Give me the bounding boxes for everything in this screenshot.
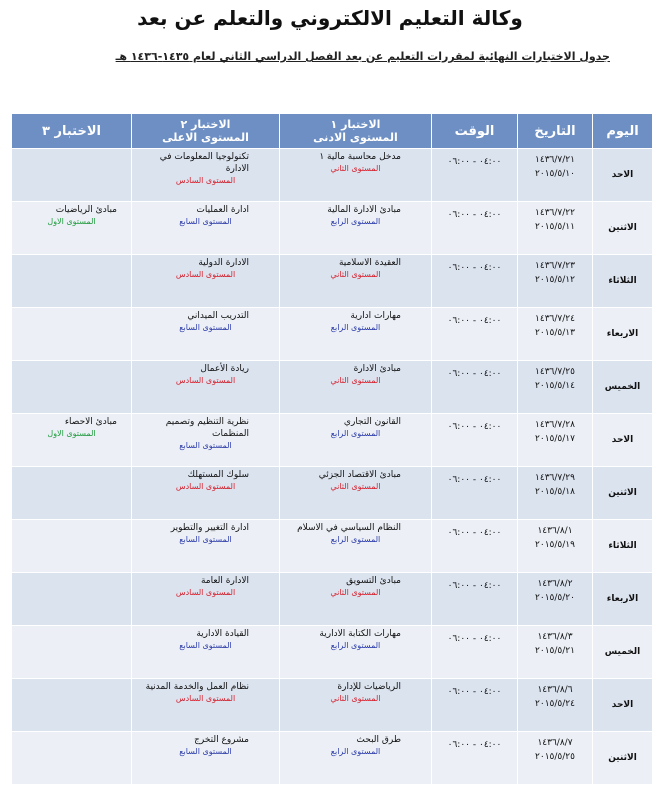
exam2-cell xyxy=(132,679,280,732)
exam2-course: التدريب الميداني xyxy=(187,311,249,321)
table-row xyxy=(12,202,653,255)
hijri-date: ١٤٣٦/٧/٢٢ xyxy=(535,208,575,218)
exam2-course: القيادة الادارية xyxy=(196,629,249,639)
exam1-course: مبادئ الادارة المالية xyxy=(327,205,401,215)
exam3-cell xyxy=(12,520,132,573)
date-cell xyxy=(518,255,593,308)
hijri-date: ١٤٣٦/٨/٢ xyxy=(537,579,573,589)
table-row xyxy=(12,626,653,679)
exam3-cell xyxy=(12,573,132,626)
date-cell xyxy=(518,308,593,361)
time-cell: ٠٤:٠٠ - ٠٦:٠٠ xyxy=(432,149,518,202)
exam2-level: المستوى السادس xyxy=(175,270,236,279)
exam2-level: المستوى السابع xyxy=(179,641,232,650)
gregorian-date: ٢٠١٥/٥/١٨ xyxy=(535,487,575,497)
gregorian-date: ٢٠١٥/٥/٢٤ xyxy=(535,699,575,709)
exam1-course: مبادئ الادارة xyxy=(353,364,401,374)
exam1-cell xyxy=(280,361,432,414)
exam1-course: مبادئ الاقتصاد الجزئي xyxy=(318,470,401,480)
exam2-cell xyxy=(132,626,280,679)
gregorian-date: ٢٠١٥/٥/١٩ xyxy=(535,540,575,550)
gregorian-date: ٢٠١٥/٥/١٢ xyxy=(535,275,575,285)
header-exam1-sub: المستوى الادنى xyxy=(313,131,398,144)
exam3-cell xyxy=(12,361,132,414)
exam2-cell xyxy=(132,308,280,361)
exam2-level: المستوى السابع xyxy=(179,441,232,450)
exam2-cell xyxy=(132,573,280,626)
exam1-cell xyxy=(280,732,432,785)
header-exam2-sub: المستوى الاعلى xyxy=(162,131,249,144)
exam2-course: تكنولوجيا المعلومات في الادارة xyxy=(159,152,249,174)
exam1-level: المستوى الثاني xyxy=(330,482,381,491)
exam2-cell xyxy=(132,202,280,255)
table-row xyxy=(12,732,653,785)
day-cell: الخميس xyxy=(593,361,653,414)
exam2-cell xyxy=(132,149,280,202)
exam2-cell xyxy=(132,414,280,467)
hijri-date: ١٤٣٦/٧/٢٩ xyxy=(535,473,575,483)
header-time: الوقت xyxy=(432,114,518,149)
time-cell: ٠٤:٠٠ - ٠٦:٠٠ xyxy=(432,361,518,414)
exam2-course: ريادة الأعمال xyxy=(200,364,249,374)
table-row xyxy=(12,149,653,202)
gregorian-date: ٢٠١٥/٥/٢١ xyxy=(535,646,575,656)
table-row xyxy=(12,679,653,732)
day-cell: الثلاثاء xyxy=(593,255,653,308)
exam1-cell xyxy=(280,255,432,308)
exam2-cell xyxy=(132,361,280,414)
header-exam2 xyxy=(132,114,280,149)
exam1-course: مهارات ادارية xyxy=(350,311,401,321)
exam-schedule-table xyxy=(11,113,653,785)
gregorian-date: ٢٠١٥/٥/١٣ xyxy=(535,328,575,338)
exam1-cell xyxy=(280,202,432,255)
time-cell: ٠٤:٠٠ - ٠٦:٠٠ xyxy=(432,679,518,732)
header-exam1-title: الاختبار ١ xyxy=(330,118,381,131)
exam1-cell xyxy=(280,520,432,573)
day-cell: الاثنين xyxy=(593,467,653,520)
exam1-level: المستوى الثاني xyxy=(330,694,381,703)
exam1-course: العقيدة الاسلامية xyxy=(338,258,401,268)
date-cell xyxy=(518,520,593,573)
exam2-cell xyxy=(132,255,280,308)
hijri-date: ١٤٣٦/٨/٦ xyxy=(537,685,573,695)
header-day: اليوم xyxy=(593,114,653,149)
exam2-level: المستوى السادس xyxy=(175,176,236,185)
exam2-course: ادارة العمليات xyxy=(196,205,249,215)
day-cell: الثلاثاء xyxy=(593,520,653,573)
exam1-cell xyxy=(280,414,432,467)
exam1-level: المستوى الرابع xyxy=(330,535,381,544)
hijri-date: ١٤٣٦/٧/٢٨ xyxy=(535,420,575,430)
hijri-date: ١٤٣٦/٧/٢٣ xyxy=(535,261,575,271)
exam1-cell xyxy=(280,626,432,679)
exam3-cell xyxy=(12,414,132,467)
exam2-cell xyxy=(132,732,280,785)
time-cell: ٠٤:٠٠ - ٠٦:٠٠ xyxy=(432,520,518,573)
date-cell xyxy=(518,573,593,626)
exam3-cell xyxy=(12,255,132,308)
date-cell xyxy=(518,467,593,520)
hijri-date: ١٤٣٦/٧/٢١ xyxy=(535,155,575,165)
exam1-cell xyxy=(280,149,432,202)
exam3-cell xyxy=(12,626,132,679)
exam2-level: المستوى السادس xyxy=(175,482,236,491)
page-title: وكالة التعليم الالكتروني والتعلم عن بعد xyxy=(137,6,523,30)
exam1-level: المستوى الرابع xyxy=(330,429,381,438)
exam2-level: المستوى السادس xyxy=(175,588,236,597)
time-cell: ٠٤:٠٠ - ٠٦:٠٠ xyxy=(432,255,518,308)
exam2-level: المستوى السادس xyxy=(175,694,236,703)
exam3-course: مبادئ الرياضيات xyxy=(55,205,117,215)
gregorian-date: ٢٠١٥/٥/٢٠ xyxy=(535,593,575,603)
hijri-date: ١٤٣٦/٧/٢٥ xyxy=(535,367,575,377)
exam3-cell xyxy=(12,732,132,785)
hijri-date: ١٤٣٦/٨/٣ xyxy=(537,632,573,642)
exam1-level: المستوى الرابع xyxy=(330,641,381,650)
time-cell: ٠٤:٠٠ - ٠٦:٠٠ xyxy=(432,467,518,520)
date-cell xyxy=(518,361,593,414)
exam3-cell xyxy=(12,679,132,732)
table-row xyxy=(12,573,653,626)
exam2-course: الادارة الدولية xyxy=(198,258,249,268)
exam2-course: نظام العمل والخدمة المدنية xyxy=(145,682,249,692)
day-cell: الاربعاء xyxy=(593,573,653,626)
exam1-level: المستوى الثاني xyxy=(330,164,381,173)
day-cell: الاحد xyxy=(593,679,653,732)
exam1-level: المستوى الرابع xyxy=(330,747,381,756)
date-cell xyxy=(518,202,593,255)
header-exam3: الاختبار ٣ xyxy=(12,114,132,149)
table-row xyxy=(12,308,653,361)
exam1-cell xyxy=(280,308,432,361)
exam1-level: المستوى الثاني xyxy=(330,376,381,385)
table-row xyxy=(12,361,653,414)
exam3-course: مبادئ الاحصاء xyxy=(64,417,117,427)
day-cell: الاثنين xyxy=(593,202,653,255)
day-cell: الاربعاء xyxy=(593,308,653,361)
time-cell: ٠٤:٠٠ - ٠٦:٠٠ xyxy=(432,202,518,255)
table-header-row xyxy=(12,114,653,149)
header-date: التاريخ xyxy=(518,114,593,149)
date-cell xyxy=(518,626,593,679)
exam2-cell xyxy=(132,467,280,520)
date-cell xyxy=(518,679,593,732)
exam3-cell xyxy=(12,149,132,202)
day-cell: الاثنين xyxy=(593,732,653,785)
time-cell: ٠٤:٠٠ - ٠٦:٠٠ xyxy=(432,308,518,361)
time-cell: ٠٤:٠٠ - ٠٦:٠٠ xyxy=(432,573,518,626)
exam1-cell xyxy=(280,573,432,626)
exam3-cell xyxy=(12,467,132,520)
day-cell: الاحد xyxy=(593,149,653,202)
exam1-course: طرق البحث xyxy=(356,735,401,745)
exam1-course: القانون التجاري xyxy=(343,417,401,427)
hijri-date: ١٤٣٦/٨/٧ xyxy=(537,738,573,748)
table-row xyxy=(12,520,653,573)
exam1-level: المستوى الرابع xyxy=(330,323,381,332)
gregorian-date: ٢٠١٥/٥/١١ xyxy=(535,222,575,232)
exam2-course: نظرية التنظيم وتصميم المنظمات xyxy=(165,417,249,439)
exam3-level: المستوى الاول xyxy=(47,217,96,226)
exam1-course: الرياضيات للإدارة xyxy=(337,682,401,692)
day-cell: الاحد xyxy=(593,414,653,467)
gregorian-date: ٢٠١٥/٥/٢٥ xyxy=(535,752,575,762)
exam2-cell xyxy=(132,520,280,573)
time-cell: ٠٤:٠٠ - ٠٦:٠٠ xyxy=(432,626,518,679)
exam2-course: سلوك المستهلك xyxy=(187,470,249,480)
exam2-course: ادارة التغيير والتطوير xyxy=(170,523,249,533)
table-row xyxy=(12,467,653,520)
exam1-course: مدخل محاسبة مالية ١ xyxy=(319,152,401,162)
table-row xyxy=(12,255,653,308)
exam3-level: المستوى الاول xyxy=(47,429,96,438)
exam2-level: المستوى السابع xyxy=(179,747,232,756)
date-cell xyxy=(518,149,593,202)
exam1-course: النظام السياسي في الاسلام xyxy=(297,523,401,533)
exam2-level: المستوى السادس xyxy=(175,376,236,385)
schedule-subtitle: جدول الاختبارات النهائية لمقررات التعليم عن بعد الفصل الدراسي الثاني لعام ١٤٣٥-١٤٣٦ هـ xyxy=(115,50,610,63)
hijri-date: ١٤٣٦/٨/١ xyxy=(537,526,573,536)
exam3-cell xyxy=(12,308,132,361)
exam1-cell xyxy=(280,679,432,732)
time-cell: ٠٤:٠٠ - ٠٦:٠٠ xyxy=(432,414,518,467)
date-cell xyxy=(518,732,593,785)
exam1-level: المستوى الرابع xyxy=(330,217,381,226)
hijri-date: ١٤٣٦/٧/٢٤ xyxy=(535,314,575,324)
exam2-level: المستوى السابع xyxy=(179,323,232,332)
table-row xyxy=(12,414,653,467)
header-exam2-title: الاختبار ٢ xyxy=(180,118,231,131)
exam1-level: المستوى الثاني xyxy=(330,588,381,597)
exam2-course: الادارة العامة xyxy=(200,576,249,586)
gregorian-date: ٢٠١٥/٥/١٧ xyxy=(535,434,575,444)
exam1-cell xyxy=(280,467,432,520)
exam2-course: مشروع التخرج xyxy=(194,735,249,745)
day-cell: الخميس xyxy=(593,626,653,679)
gregorian-date: ٢٠١٥/٥/١٤ xyxy=(535,381,575,391)
time-cell: ٠٤:٠٠ - ٠٦:٠٠ xyxy=(432,732,518,785)
exam1-course: مبادئ التسويق xyxy=(346,576,401,586)
gregorian-date: ٢٠١٥/٥/١٠ xyxy=(535,169,575,179)
date-cell xyxy=(518,414,593,467)
exam1-course: مهارات الكتابة الادارية xyxy=(319,629,401,639)
exam1-level: المستوى الثاني xyxy=(330,270,381,279)
exam2-level: المستوى السابع xyxy=(179,535,232,544)
header-exam1 xyxy=(280,114,432,149)
exam2-level: المستوى السابع xyxy=(179,217,232,226)
exam3-cell xyxy=(12,202,132,255)
